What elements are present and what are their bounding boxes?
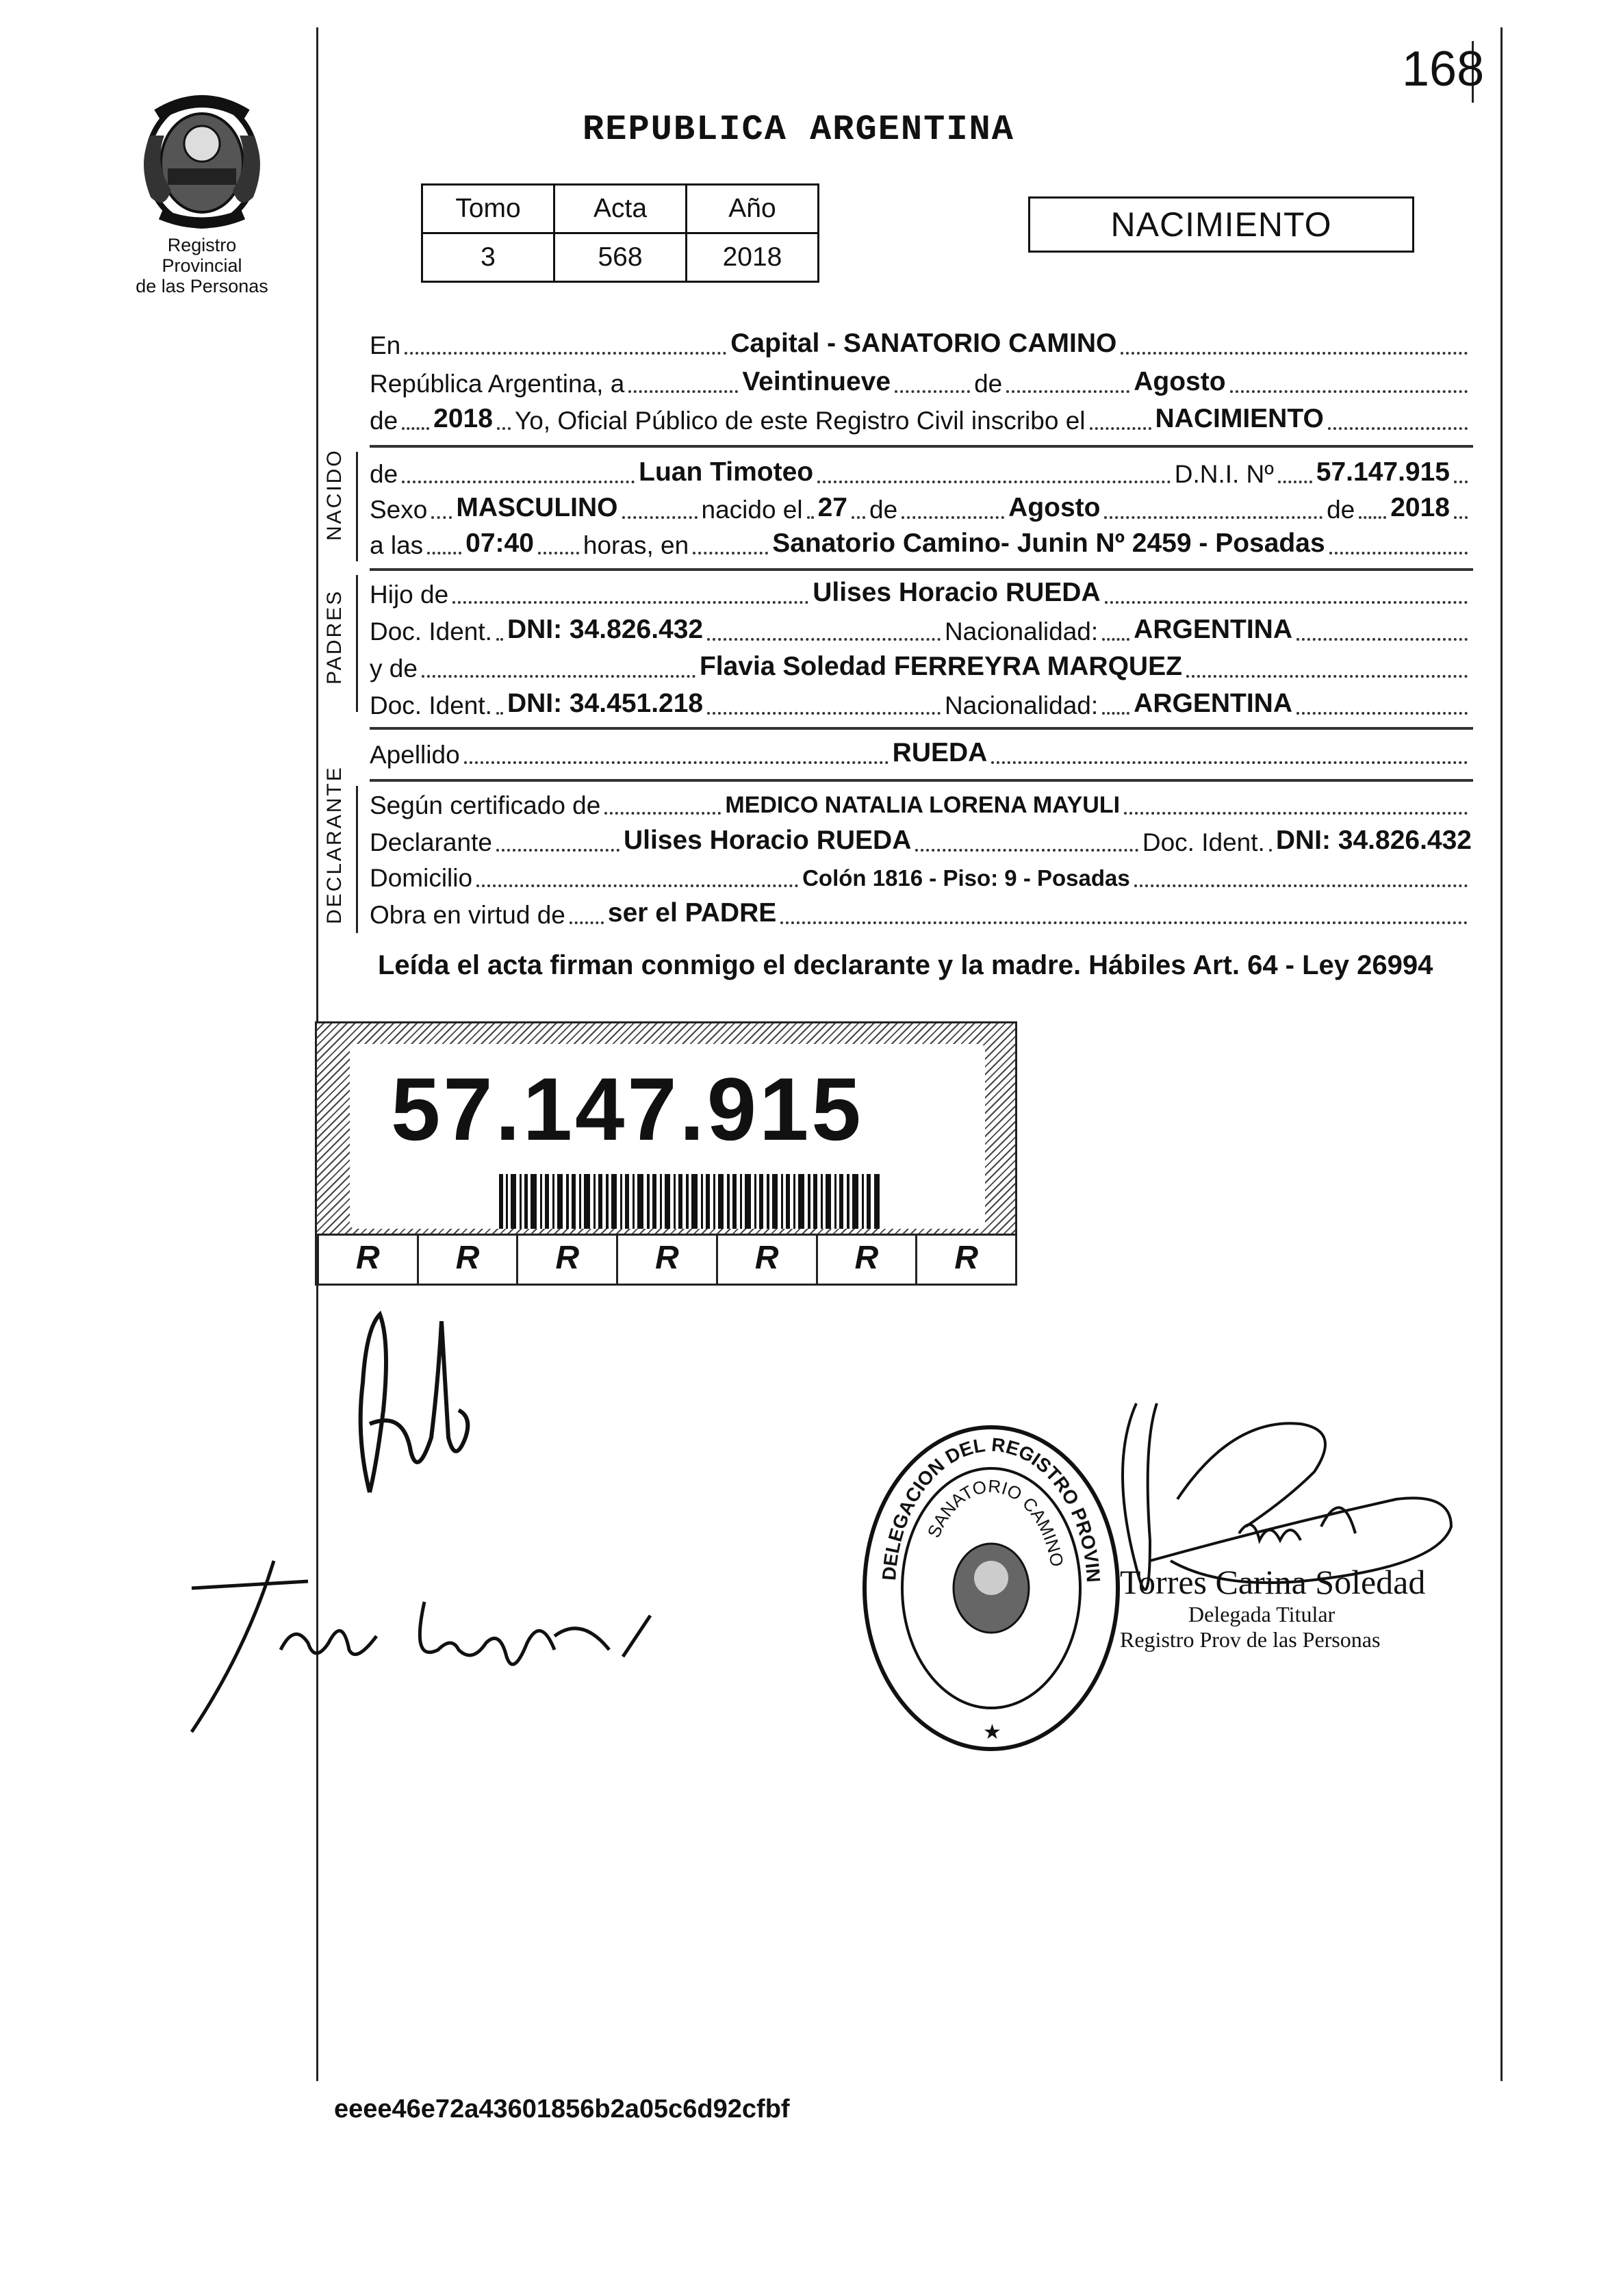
row-nacido-sexo (370, 492, 1472, 527)
inscribo-value: NACIMIENTO (1155, 404, 1324, 433)
official-name: Torres Carina Soledad (1120, 1563, 1426, 1601)
page-number: 168 (1402, 42, 1485, 97)
document-type-box: NACIMIENTO (1028, 196, 1414, 253)
horas-label: horas, en (583, 531, 689, 559)
row-padre (370, 576, 1472, 612)
official-title: Delegada Titular (1188, 1602, 1336, 1627)
divider (370, 568, 1473, 571)
nacionalidad-label: Nacionalidad: (944, 691, 1099, 719)
row-declarante (370, 824, 1472, 860)
official-registry: Registro Prov de las Personas (1120, 1627, 1381, 1652)
father-name: Ulises Horacio RUEDA (813, 578, 1101, 607)
en-label: En (370, 331, 401, 359)
dni-sticker (315, 1021, 1017, 1286)
row-apellido (370, 737, 1472, 772)
document-hash: eeee46e72a43601856b2a05c6d92cfbf (334, 2095, 790, 2123)
republica-label: República Argentina, a (370, 370, 625, 398)
section-label-padres: PADRES (323, 589, 346, 685)
nacido-el-label: nacido el (701, 496, 803, 524)
sticker-r-mark: R (816, 1236, 916, 1284)
section-bracket (356, 786, 358, 933)
closing-note: Leída el acta firman conmigo el declarante y la madre. Hábiles Art. 64 - Ley 26994 (378, 950, 1433, 980)
sexo-label: Sexo (370, 496, 428, 524)
section-label-declarante: DECLARANTE (323, 765, 346, 924)
yde-label: y de (370, 654, 418, 683)
divider (370, 727, 1473, 730)
mother-nationality: ARGENTINA (1134, 689, 1292, 718)
declarante-name: Ulises Horacio RUEDA (623, 826, 912, 855)
sexo-value: MASCULINO (456, 493, 618, 522)
child-dni: 57.147.915 (1316, 457, 1450, 487)
sticker-r-mark: R (616, 1236, 716, 1284)
sticker-r-mark: R (915, 1236, 1015, 1284)
official-seal (854, 1417, 1128, 1763)
hijo-label: Hijo de (370, 581, 449, 609)
tomo-acta-table (421, 183, 819, 283)
domicilio-label: Domicilio (370, 864, 473, 892)
de-label: de (869, 496, 898, 524)
seal-inner-text: SANATORIO CAMINO (923, 1475, 1068, 1569)
acta-value: 568 (554, 233, 687, 282)
row-inscribo (370, 403, 1472, 438)
father-doc: DNI: 34.826.432 (507, 615, 704, 644)
a-las-label: a las (370, 531, 424, 559)
mother-doc: DNI: 34.451.218 (507, 689, 704, 718)
logo-caption-line2: de las Personas (136, 276, 268, 296)
divider (370, 445, 1473, 448)
anio-value: 2018 (687, 233, 819, 282)
row-obra (370, 897, 1472, 932)
obra-label: Obra en virtud de (370, 901, 565, 929)
birth-day: 27 (817, 493, 847, 522)
mother-name: Flavia Soledad FERREYRA MARQUEZ (699, 652, 1182, 681)
apellido-label: Apellido (370, 741, 460, 769)
birth-place: Sanatorio Camino- Junin Nº 2459 - Posadas (772, 528, 1325, 558)
barcode-icon (499, 1174, 882, 1229)
logo-caption-line1: Registro Provincial (162, 235, 242, 276)
en-value: Capital - SANATORIO CAMINO (730, 329, 1117, 358)
declarante-label: Declarante (370, 828, 492, 856)
seal-outer-text: DELEGACION DEL REGISTRO PROVIN (878, 1433, 1105, 1583)
table-header: Acta (554, 185, 687, 233)
birth-time: 07:40 (465, 528, 534, 558)
de-label: de (974, 370, 1003, 398)
birth-month: Agosto (1008, 493, 1101, 522)
row-certificado (370, 787, 1472, 823)
month-value: Agosto (1134, 367, 1226, 396)
de-label: de (1327, 496, 1355, 524)
row-nacido-nombre (370, 456, 1472, 492)
row-nacido-hora (370, 527, 1472, 563)
table-header: Año (687, 185, 819, 233)
mother-signature (171, 1547, 678, 1739)
inscribo-text: Yo, Oficial Público de este Registro Civil inscribo el (514, 407, 1086, 435)
row-en (370, 327, 1472, 363)
row-fecha (370, 366, 1472, 401)
apellido-value: RUEDA (892, 738, 988, 767)
section-label-nacido: NACIDO (323, 448, 346, 541)
sticker-inner (350, 1044, 985, 1229)
sticker-r-band (317, 1234, 1015, 1284)
section-bracket (356, 575, 358, 712)
nacionalidad-label: Nacionalidad: (944, 617, 1099, 646)
page-title: REPUBLICA ARGENTINA (583, 110, 1014, 150)
official-stamp (1120, 1562, 1425, 1653)
birth-year: 2018 (1390, 493, 1450, 522)
declarante-doc: DNI: 34.826.432 (1275, 826, 1472, 855)
sticker-dni: 57.147.915 (391, 1059, 864, 1159)
svg-text:★: ★ (983, 1721, 1001, 1744)
de-label: de (370, 460, 398, 488)
de2-label: de (370, 407, 398, 435)
certificado-value: MEDICO NATALIA LORENA MAYULI (725, 792, 1121, 818)
row-madre-doc (370, 687, 1472, 723)
doc-label: Doc. Ident. (370, 691, 492, 719)
doc-label: Doc. Ident. (370, 617, 492, 646)
year-value: 2018 (433, 404, 493, 433)
father-nationality: ARGENTINA (1134, 615, 1292, 644)
certificado-label: Según certificado de (370, 791, 601, 819)
sticker-r-mark: R (716, 1236, 816, 1284)
domicilio-value: Colón 1816 - Piso: 9 - Posadas (802, 865, 1130, 891)
row-domicilio (370, 860, 1472, 895)
divider (370, 779, 1473, 782)
day-word: Veintinueve (742, 367, 891, 396)
sticker-r-mark: R (516, 1236, 616, 1284)
obra-value: ser el PADRE (607, 898, 777, 928)
dni-label: D.N.I. Nº (1174, 460, 1274, 488)
seal-icon (854, 1417, 1128, 1759)
table-header: Tomo (422, 185, 554, 233)
right-margin-line (1500, 27, 1503, 2081)
tomo-value: 3 (422, 233, 554, 282)
section-bracket (356, 452, 358, 561)
child-name: Luan Timoteo (639, 457, 814, 487)
row-padre-doc (370, 613, 1472, 649)
sticker-r-mark: R (317, 1236, 417, 1284)
sticker-r-mark: R (417, 1236, 517, 1284)
doc-label: Doc. Ident. (1142, 828, 1265, 856)
row-madre (370, 650, 1472, 686)
declarant-signature (329, 1301, 507, 1506)
